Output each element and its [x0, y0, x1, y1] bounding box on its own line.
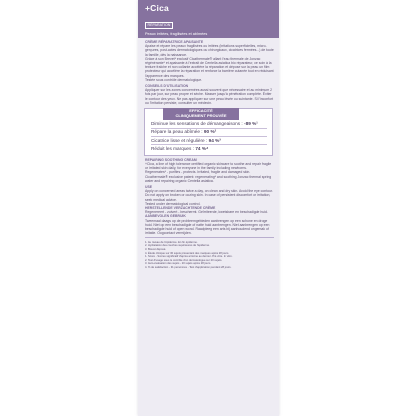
claim-item: Cicatrice lisse et régulière : 94 %³: [151, 137, 221, 143]
footnote: 3. Auto-évaluation des sujets - 20 sujets après 28 jours.: [145, 262, 212, 266]
claim-item: Réduit les marques : 74 %⁴: [151, 145, 209, 151]
en-paragraph-1: +Cica, a line of high tolerance certified organic skincare to soothe and repair fragile or irritated skin daily, for everyone in the family including newborns.: [145, 161, 272, 171]
nl-heading: HERSTELLENDE VERZACHTENDE CRÈME: [145, 205, 216, 210]
fr-paragraph-2: Grâce à son Brevet* exclusif Cicathermale® allant l'eau thermale de Jonzac régénérante* et apaisante à l'extrait de Centella asiatica bio réparateur, ce soin à la texture fraîche et non collante accélère la réparation et dépose sur la peau un film protecteur qui accélère la réparation et renforce la barrière cutanée tout en réduisant l'apparence des marques.: [145, 56, 274, 78]
claim-item: Répare la peau abîmée : 90 %²: [151, 129, 217, 135]
footnote: 2. Hydratation des couches supérieures de l'épiderme.: [145, 244, 210, 248]
nl-usage-text: Tweemaal daags op de probleemgebieden aanbrengen op een schone en droge huid. Niet op een beschadigde of natte huid aanbrengen. Niet aanbrengen op een beschadigde huid of open wond. Raadpleeg een arts bij aanhoudend ongemak of irritatie. Oogcontact vermijden.: [145, 218, 270, 236]
brand-header: [138, 0, 279, 38]
fr-paragraph-3: Testée sous contrôle dermatologique.: [145, 77, 203, 82]
clinical-badge-line2: CLINIQUEMENT PROUVÉE: [175, 112, 227, 118]
claim-item: Diminue les sensations de démangeaisons : -89 %¹: [151, 121, 258, 127]
en-use-heading: USE: [145, 184, 153, 189]
brand-name: +Cica: [145, 3, 169, 13]
fr-heading: CRÈME RÉPARATRICE APAISANTE: [145, 40, 204, 44]
fr-usage-text: Appliquer sur les zones concernées aussi souvent que nécessaire et au minimum 2 fois par jour, sur peau propre et sèche. Masser jusqu'à pénétration complète. Éviter le contour des yeux. Ne pas appliquer sur une peau lésée ou suintante. Si l'inconfort ou l'irritation persiste, consulter un médecin.: [145, 88, 274, 105]
nl-paragraph-1: Regenereert - zuivert - beschermt. Geïrriteerde, kwetsbare en beschadigde huid.: [145, 210, 268, 215]
repair-tag: RÉPARATION: [145, 22, 173, 30]
en-tested-text: Tested under dermatological control.: [145, 201, 201, 206]
en-heading: REPAIRING SOOTHING CREAM: [145, 157, 197, 162]
footnote: 1. Score - Scores significatif d'après arnicine au dernier J'hé vitre. In vitro.: [145, 255, 233, 259]
fr-usage-heading: CONSEILS D'UTILISATION: [145, 84, 189, 89]
claim-divider: [151, 144, 267, 145]
clinical-badge-line1: EFFICACITÉ: [189, 108, 213, 114]
footnotes: [138, 239, 279, 270]
footnote: 4. % de satisfaction - 31 personnes - Test d'application pendant 28 jours.: [145, 266, 232, 270]
en-paragraph-2: Regenerates* - purifies - protects. Irritated, fragile and damaged skin. Cicathermale® exclusive patent: regenerating* and soothing Jonzac thermal spring water and repairing organic Centella asiatica.: [145, 170, 272, 183]
footnote: 1. Au niveau de l'épiderme. En fin épiderme.: [145, 240, 198, 244]
clinical-claims-box: [144, 108, 273, 156]
footnote: 4. Étude clinique sur 30 sujets présentant des marques après 28 jours.: [145, 251, 230, 255]
en-use-text: Apply on concerned areas twice a day, on clean and dry skin. Avoid the eye contour. Do not apply on broken or oozing skin. In case of persistent discomfort or irritation, seek medical advice.: [145, 189, 273, 202]
clinical-badge: [163, 108, 239, 120]
claim-divider: [151, 136, 267, 137]
product-panel: [138, 0, 279, 416]
footnote: 2. Test d'usage sous le contrôle d'un dermatologue sur 20 sujets.: [145, 258, 223, 262]
nl-usage-heading: AANBEVOLEN GEBRUIK: [145, 214, 186, 219]
footnote: 3. Brevet déposé.: [145, 248, 167, 252]
claim-divider: [151, 128, 267, 129]
fr-paragraph-1: Apaise et répare les peaux fragilisées ou irritées (irritations superficielles, micro-gerçures, post-actes dermatologiques ou chirurgicaux, cicatrices fermées...) de toute la famille, dès la naissance.: [145, 44, 274, 57]
brand-tagline: Peaux irritées, fragilisées et abîmées: [145, 32, 208, 36]
footnote-divider: [145, 237, 274, 238]
